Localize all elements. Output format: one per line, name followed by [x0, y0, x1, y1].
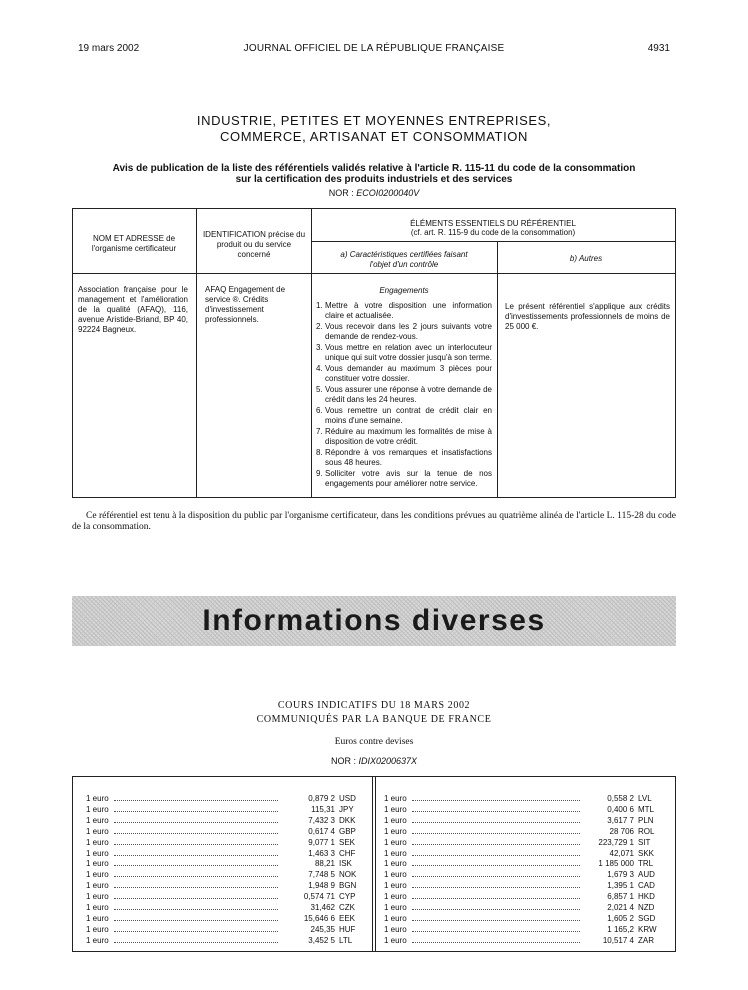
dot-leader — [114, 931, 278, 932]
rate-row — [384, 902, 668, 913]
col-header-caracteristiques: a) Caractéristiques certifiées faisant l'objet d'un contrôle — [340, 250, 468, 269]
engagement-text: Vous mettre en relation avec un interlocuteur unique qui suit votre dossier jusqu'à son terme. — [325, 343, 492, 362]
engagement-item — [316, 406, 492, 426]
rate-row — [86, 880, 369, 891]
dot-leader — [412, 865, 580, 866]
rate-label: 1 euro — [384, 903, 407, 912]
dot-leader — [114, 844, 278, 845]
col-header-elements: ÉLÉMENTS ESSENTIELS DU RÉFÉRENTIEL — [410, 219, 576, 228]
currency-code: CYP — [339, 892, 356, 902]
rate-row — [86, 848, 369, 859]
engagement-item — [316, 427, 492, 447]
currency-code: CZK — [339, 903, 355, 912]
rate-value: 7,748 5 — [308, 870, 335, 880]
engagement-number: 7. — [316, 427, 323, 436]
engagement-text: Vous remettre un contrat de crédit clair en moins d'une semaine. — [325, 406, 492, 425]
rate-row — [384, 815, 668, 826]
rate-label: 1 euro — [384, 935, 407, 945]
dot-leader — [412, 887, 580, 888]
rate-label: 1 euro — [384, 848, 407, 858]
rate-label: 1 euro — [86, 892, 109, 902]
rate-value: 223,729 1 — [598, 837, 634, 847]
rate-value: 0,574 71 — [303, 892, 335, 902]
rate-value: 9,077 1 — [308, 837, 335, 847]
col-header-identification: IDENTIFICATION précise du produit ou du service concerné — [202, 230, 306, 259]
dot-leader — [114, 887, 278, 888]
rate-label: 1 euro — [384, 892, 407, 902]
rate-label: 1 euro — [86, 826, 109, 836]
rate-row — [86, 815, 369, 826]
engagement-text: Vous demander au maximum 3 pièces pour constituer votre dossier. — [325, 364, 492, 383]
col-header-elements-ref: (cf. art. R. 115-9 du code de la consommation) — [410, 228, 576, 237]
rate-row — [86, 913, 369, 924]
rate-label: 1 euro — [86, 870, 109, 880]
currency-code: SKK — [638, 848, 655, 858]
rate-value: 7,432 3 — [308, 815, 335, 825]
autres-text: Le présent référentiel s'applique aux crédits d'investissements professionnels de moins de 25 000 €. — [505, 302, 670, 331]
nor-code: ECOI0200040V — [356, 188, 420, 198]
rates-divider — [375, 776, 376, 952]
currency-code: ROL — [638, 826, 655, 836]
engagement-item — [316, 448, 492, 468]
dot-leader — [114, 811, 278, 812]
rate-value: 88,21 — [314, 859, 335, 869]
dot-leader — [412, 833, 580, 834]
rate-row — [384, 935, 668, 946]
engagement-text: Vous assurer une réponse à votre demande de crédit dans les 24 heures. — [325, 385, 492, 404]
currency-code: NOK — [339, 870, 357, 880]
dot-leader — [412, 920, 580, 921]
section-title-line2: COMMERCE, ARTISANAT ET CONSOMMATION — [220, 129, 528, 144]
rate-value: 245,35 — [310, 924, 335, 934]
rate-value: 115,31 — [311, 804, 335, 814]
dot-leader — [114, 833, 278, 834]
currency-code: HUF — [339, 924, 356, 934]
currency-code: ISK — [339, 859, 352, 869]
rate-label: 1 euro — [86, 794, 109, 803]
engagement-item — [316, 301, 492, 321]
cours-nor-reference — [0, 756, 748, 766]
rate-row — [384, 848, 668, 859]
product-identification: AFAQ Engagement de service ®. Crédits d'investissement professionnels. — [205, 285, 286, 324]
dot-leader — [114, 865, 278, 866]
currency-code: SGD — [638, 913, 656, 923]
rate-row — [384, 880, 668, 891]
rate-value: 1,463 3 — [308, 848, 335, 858]
currency-code: LTL — [339, 935, 353, 945]
rate-value: 42,071 — [609, 848, 634, 858]
table-divider — [196, 208, 197, 498]
rate-label: 1 euro — [86, 848, 109, 858]
rate-label: 1 euro — [86, 881, 109, 891]
rate-row — [384, 858, 668, 869]
rate-value: 3,452 5 — [308, 935, 335, 945]
rate-value: 0,879 2 — [308, 794, 335, 803]
currency-code: DKK — [339, 815, 356, 825]
rate-value: 31,462 — [310, 903, 335, 912]
currency-code: JPY — [339, 804, 354, 814]
rate-row — [86, 826, 369, 837]
engagement-item — [316, 469, 492, 489]
engagement-number: 8. — [316, 448, 323, 457]
rate-value: 28 706 — [609, 826, 634, 836]
engagement-item — [316, 385, 492, 405]
engagement-item — [316, 343, 492, 363]
nor-reference — [0, 188, 748, 198]
cours-subtitle: Euros contre devises — [334, 737, 414, 747]
dot-leader — [114, 920, 278, 921]
rate-row — [384, 891, 668, 902]
rate-value: 0,558 2 — [607, 794, 634, 803]
dot-leader — [412, 800, 580, 801]
rate-value: 1 165,2 — [607, 924, 634, 934]
engagement-text: Mettre à votre disposition une information claire et actualisée. — [325, 301, 492, 320]
rate-label: 1 euro — [384, 826, 407, 836]
currency-code: GBP — [339, 826, 356, 836]
dot-leader — [412, 898, 580, 899]
rate-label: 1 euro — [384, 859, 407, 869]
rate-value: 1 185 000 — [598, 859, 634, 869]
header-date: 19 mars 2002 — [78, 43, 140, 54]
rate-row — [86, 935, 369, 946]
engagement-number: 9. — [316, 469, 323, 478]
table-divider — [311, 208, 312, 498]
rate-value: 0,617 4 — [308, 826, 335, 836]
rate-label: 1 euro — [384, 924, 407, 934]
page-number: 4931 — [647, 43, 670, 54]
journal-title: JOURNAL OFFICIEL DE LA RÉPUBLIQUE FRANÇAISE — [243, 43, 505, 54]
engagement-number: 4. — [316, 364, 323, 373]
engagement-number: 3. — [316, 343, 323, 352]
rate-row — [384, 913, 668, 924]
currency-code: CAD — [638, 881, 655, 891]
engagement-item — [316, 322, 492, 342]
rate-row — [86, 858, 369, 869]
rates-divider — [372, 776, 373, 952]
rate-value: 2,021 4 — [607, 903, 634, 912]
rate-label: 1 euro — [86, 837, 109, 847]
dot-leader — [114, 909, 278, 910]
rate-label: 1 euro — [86, 935, 109, 945]
engagement-text: Répondre à vos remarques et insatisfactions sous 48 heures. — [325, 448, 492, 467]
rate-value: 1,948 9 — [308, 881, 335, 891]
banner-title: Informations diverses — [202, 604, 546, 637]
currency-code: LVL — [638, 794, 652, 803]
currency-code: MTL — [638, 804, 654, 814]
rate-value: 10,517 4 — [602, 935, 634, 945]
rate-value: 1,679 3 — [607, 870, 634, 880]
rate-label: 1 euro — [384, 870, 407, 880]
rate-label: 1 euro — [86, 913, 109, 923]
rate-value: 1,605 2 — [607, 913, 634, 923]
currency-code: USD — [339, 794, 356, 803]
rate-row — [86, 869, 369, 880]
rate-row — [86, 793, 369, 804]
rate-label: 1 euro — [384, 837, 407, 847]
currency-code: NZD — [638, 903, 655, 912]
dot-leader — [114, 898, 278, 899]
currency-code: AUD — [638, 870, 655, 880]
dot-leader — [114, 942, 278, 943]
currency-code: ZAR — [638, 935, 654, 945]
engagements-title: Engagements — [379, 286, 429, 295]
currency-code: SIT — [638, 837, 651, 847]
dot-leader — [412, 844, 580, 845]
rate-label: 1 euro — [384, 794, 407, 803]
engagement-number: 1. — [316, 301, 323, 310]
rate-value: 6,857 1 — [607, 892, 634, 902]
rate-value: 15,646 6 — [303, 913, 335, 923]
dot-leader — [412, 931, 580, 932]
dot-leader — [412, 811, 580, 812]
cours-nor-code: IDIX0200637X — [358, 756, 418, 766]
currency-code: CHF — [339, 848, 356, 858]
currency-code: EEK — [339, 913, 356, 923]
rate-value: 3,617 7 — [607, 815, 634, 825]
rate-row — [384, 924, 668, 935]
dot-leader — [412, 876, 580, 877]
cours-title-line2: COMMUNIQUÉS PAR LA BANQUE DE FRANCE — [256, 714, 492, 725]
table-divider — [311, 241, 676, 242]
engagement-number: 5. — [316, 385, 323, 394]
dot-leader — [114, 855, 278, 856]
rate-row — [384, 826, 668, 837]
cours-nor-label: NOR : — [330, 756, 356, 766]
engagement-text: Vous recevoir dans les 2 jours suivants votre demande de rendez-vous. — [325, 322, 492, 341]
rate-label: 1 euro — [86, 924, 109, 934]
dot-leader — [114, 800, 278, 801]
rate-label: 1 euro — [86, 903, 109, 912]
table-divider — [497, 241, 498, 498]
section-title-line1: INDUSTRIE, PETITES ET MOYENNES ENTREPRISES, — [196, 113, 552, 128]
engagements-list — [316, 301, 492, 490]
avis-title-line1: Avis de publication de la liste des référentiels validés relative à l'article R. 115-11 du code de la consommation — [112, 163, 636, 174]
rate-value: 1,395 1 — [607, 881, 634, 891]
rate-label: 1 euro — [384, 815, 407, 825]
engagement-number: 6. — [316, 406, 323, 415]
currency-code: HKD — [638, 892, 655, 902]
currency-code: BGN — [339, 881, 357, 891]
rate-label: 1 euro — [384, 881, 407, 891]
currency-code: KRW — [638, 924, 657, 934]
rate-row — [86, 837, 369, 848]
avis-title-line2: sur la certification des produits industriels et des services — [235, 174, 513, 185]
dot-leader — [412, 822, 580, 823]
rate-row — [384, 869, 668, 880]
rate-label: 1 euro — [86, 804, 109, 814]
organisme-address: Association française pour le management et l'amélioration de la qualité (AFAQ), 116, avenue Aristide-Briand, BP 40, 92224 Bagneux. — [78, 285, 188, 334]
engagement-text: Solliciter votre avis sur la tenue de nos engagements pour améliorer notre service. — [325, 469, 492, 488]
dot-leader — [412, 942, 580, 943]
col-header-organisme: NOM ET ADRESSE de l'organisme certificateur — [91, 234, 177, 253]
col-header-autres: b) Autres — [569, 254, 603, 263]
table-divider — [72, 273, 676, 274]
rate-row — [384, 804, 668, 815]
referentiel-note: Ce référentiel est tenu à la disposition du public par l'organisme certificateur, dans les conditions prévues au quatrième alinéa de l'article L. 115-28 du code de la consommation. — [72, 511, 676, 532]
dot-leader — [114, 876, 278, 877]
dot-leader — [412, 909, 580, 910]
rate-row — [86, 924, 369, 935]
cours-title-line1: COURS INDICATIFS DU 18 MARS 2002 — [277, 700, 471, 711]
rate-value: 0,400 6 — [607, 804, 634, 814]
nor-label: NOR : — [328, 188, 354, 198]
currency-code: SEK — [339, 837, 356, 847]
rate-label: 1 euro — [86, 859, 109, 869]
rate-row — [86, 902, 369, 913]
rate-label: 1 euro — [384, 804, 407, 814]
informations-diverses-banner — [72, 596, 676, 646]
dot-leader — [412, 855, 580, 856]
engagement-text: Réduire au maximum les formalités de mise à disposition de votre crédit. — [325, 427, 492, 446]
currency-code: TRL — [638, 859, 654, 869]
rate-label: 1 euro — [86, 815, 109, 825]
engagement-item — [316, 364, 492, 384]
rate-row — [86, 891, 369, 902]
rate-row — [86, 804, 369, 815]
dot-leader — [114, 822, 278, 823]
rate-row — [384, 837, 668, 848]
currency-code: PLN — [638, 815, 654, 825]
rate-label: 1 euro — [384, 913, 407, 923]
rate-row — [384, 793, 668, 804]
engagement-number: 2. — [316, 322, 323, 331]
